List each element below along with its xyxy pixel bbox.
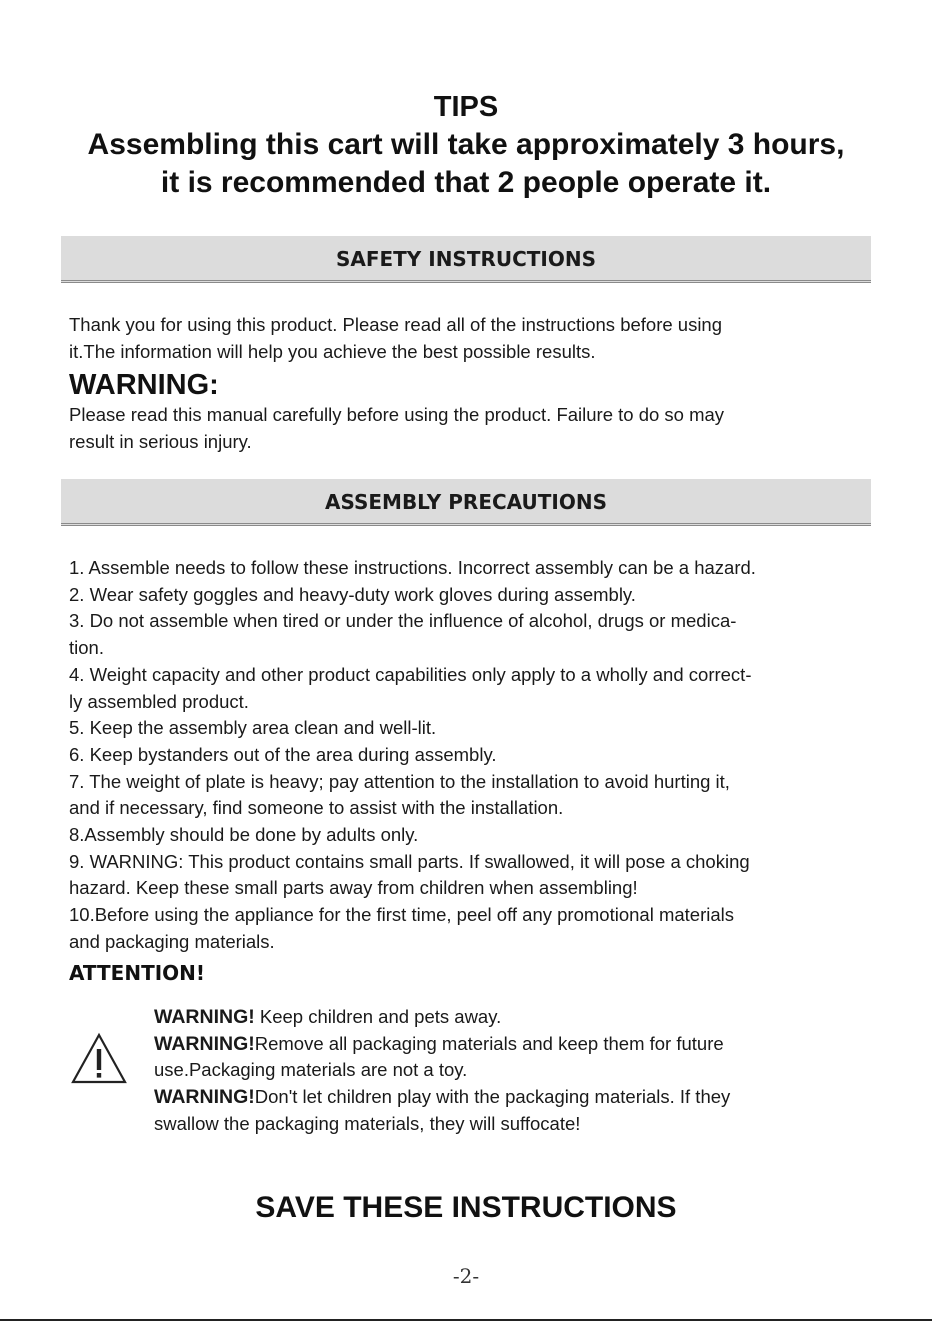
precaution-line: hazard. Keep these small parts away from children when assembling! xyxy=(69,877,638,899)
warning-text: Don't let children play with the packaging materials. If they xyxy=(254,1086,731,1108)
attention-warning-line xyxy=(154,1004,854,1031)
warning-heading: WARNING: xyxy=(69,369,219,401)
attention-warning-line xyxy=(154,1031,854,1058)
warning-text: swallow the packaging materials, they will suffocate! xyxy=(154,1112,581,1134)
warning-label: WARNING! xyxy=(154,1006,255,1028)
attention-warnings xyxy=(154,1004,854,1138)
attention-warning-line xyxy=(154,1084,854,1111)
page-number: -2- xyxy=(452,1264,480,1288)
warning-text: Keep children and pets away. xyxy=(254,1006,502,1027)
precaution-line: 10.Before using the appliance for the first time, peel off any promotional materials xyxy=(69,904,734,926)
assembly-precautions-heading: ASSEMBLY PRECAUTIONS xyxy=(61,479,871,526)
precaution-line: 2. Wear safety goggles and heavy-duty work gloves during assembly. xyxy=(69,583,636,605)
tips-text xyxy=(40,126,892,202)
attention-warning-line xyxy=(154,1111,854,1138)
precaution-line: 1. Assemble needs to follow these instructions. Incorrect assembly can be a hazard. xyxy=(69,557,756,578)
precaution-line: 8.Assembly should be done by adults only. xyxy=(69,824,419,846)
intro-line: Thank you for using this product. Please read all of the instructions before using xyxy=(69,314,723,335)
precaution-line: tion. xyxy=(69,637,104,659)
warning-line: result in serious injury. xyxy=(69,430,252,452)
precaution-line: ly assembled product. xyxy=(69,690,249,712)
precaution-line: 5. Keep the assembly area clean and well-lit. xyxy=(69,717,437,739)
bottom-rule xyxy=(0,1319,932,1321)
precaution-line: 9. WARNING: This product contains small parts. If swallowed, it will pose a choking xyxy=(69,850,750,872)
warning-triangle-icon xyxy=(70,1032,128,1086)
precautions-list xyxy=(69,555,869,956)
intro-paragraph xyxy=(69,312,869,365)
warning-label: WARNING! xyxy=(154,1086,255,1109)
tips-title: TIPS xyxy=(433,91,499,123)
precaution-line: and packaging materials. xyxy=(69,930,275,952)
attention-heading: ATTENTION! xyxy=(69,961,206,985)
warning-text: use.Packaging materials are not a toy. xyxy=(154,1059,468,1081)
safety-instructions-heading: SAFETY INSTRUCTIONS xyxy=(61,236,871,283)
warning-text: Remove all packaging materials and keep them for future xyxy=(254,1032,724,1054)
precaution-line: 7. The weight of plate is heavy; pay attention to the installation to avoid hurting it, xyxy=(69,770,730,792)
save-instructions-heading: SAVE THESE INSTRUCTIONS xyxy=(255,1191,677,1224)
warning-label: WARNING! xyxy=(154,1032,255,1055)
precaution-line: 6. Keep bystanders out of the area during assembly. xyxy=(69,743,497,765)
precaution-line: 3. Do not assemble when tired or under the influence of alcohol, drugs or medica- xyxy=(69,610,737,632)
precaution-line: 4. Weight capacity and other product capabilities only apply to a wholly and correct- xyxy=(69,663,752,685)
attention-warning-line xyxy=(154,1057,854,1084)
warning-paragraph xyxy=(69,402,869,455)
intro-line: it.The information will help you achieve the best possible results. xyxy=(69,340,596,362)
tips-line-1: Assembling this cart will take approximately 3 hours, xyxy=(87,128,845,161)
precaution-line: and if necessary, find someone to assist with the installation. xyxy=(69,797,564,819)
warning-line: Please read this manual carefully before using the product. Failure to do so may xyxy=(69,404,725,425)
tips-line-2: it is recommended that 2 people operate it. xyxy=(160,166,772,199)
